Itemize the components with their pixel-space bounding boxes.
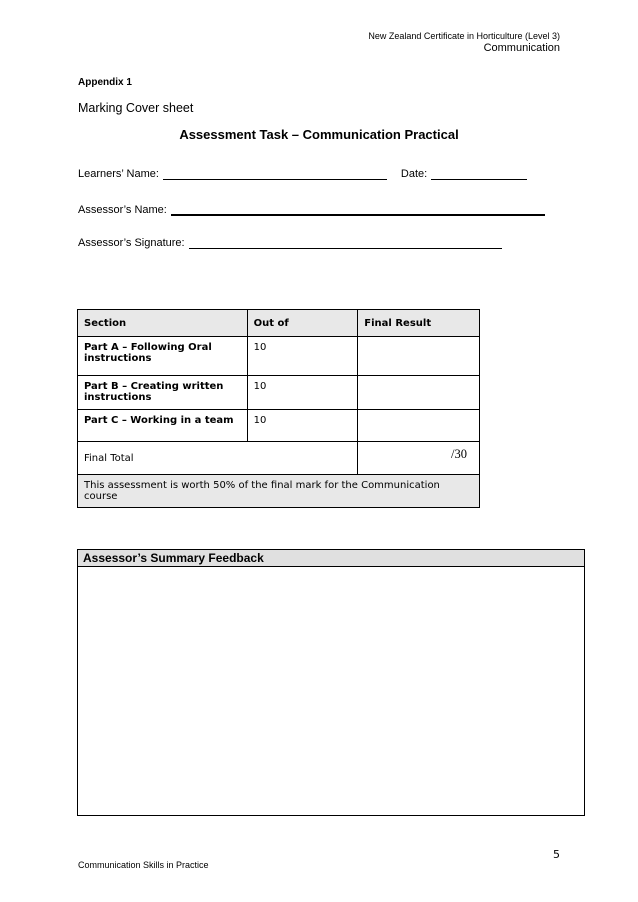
out-of-cell: 10 [247,376,358,410]
final-total-row [78,442,480,475]
final-total-label: Final Total [78,442,358,475]
date-field[interactable] [431,168,527,180]
assessor-name-label: Assessor’s Name: [78,204,167,216]
assessor-signature-field[interactable] [189,237,502,249]
assessment-weight-note: This assessment is worth 50% of the final mark for the Communication course [78,475,480,508]
table-row [78,337,480,376]
page-number: 5 [553,848,560,861]
marks-table [77,309,480,508]
table-row [78,410,480,442]
result-cell[interactable] [358,337,480,376]
learner-name-label: Learners’ Name: [78,168,159,180]
table-row [78,376,480,410]
final-total-value[interactable]: /30 [358,442,480,475]
result-cell[interactable] [358,376,480,410]
header-subject: Communication [483,42,560,54]
section-cell: Part B – Creating written instructions [78,376,248,410]
column-header-section: Section [78,310,248,337]
learner-name-field[interactable] [163,168,387,180]
assessor-name-field[interactable] [171,203,545,216]
assessor-name-row [78,203,545,216]
column-header-final-result: Final Result [358,310,480,337]
cover-sheet-label: Marking Cover sheet [78,101,194,115]
feedback-title: Assessor’s Summary Feedback [78,550,584,567]
note-row [78,475,480,508]
assessor-signature-label: Assessor’s Signature: [78,237,185,249]
footer-text: Communication Skills in Practice [78,860,209,870]
table-header-row [78,310,480,337]
header-course-title: New Zealand Certificate in Horticulture (Level 3) [368,31,560,41]
section-cell: Part C – Working in a team [78,410,248,442]
date-label: Date: [400,168,428,180]
page-title: Assessment Task – Communication Practical [179,127,459,142]
feedback-area[interactable] [78,567,584,817]
learner-name-row [78,168,527,180]
appendix-label: Appendix 1 [78,77,132,88]
out-of-cell: 10 [247,337,358,376]
out-of-cell: 10 [247,410,358,442]
result-cell[interactable] [358,410,480,442]
section-cell: Part A – Following Oral instructions [78,337,248,376]
feedback-box [77,549,585,816]
assessor-signature-row [78,237,502,249]
column-header-out-of: Out of [247,310,358,337]
